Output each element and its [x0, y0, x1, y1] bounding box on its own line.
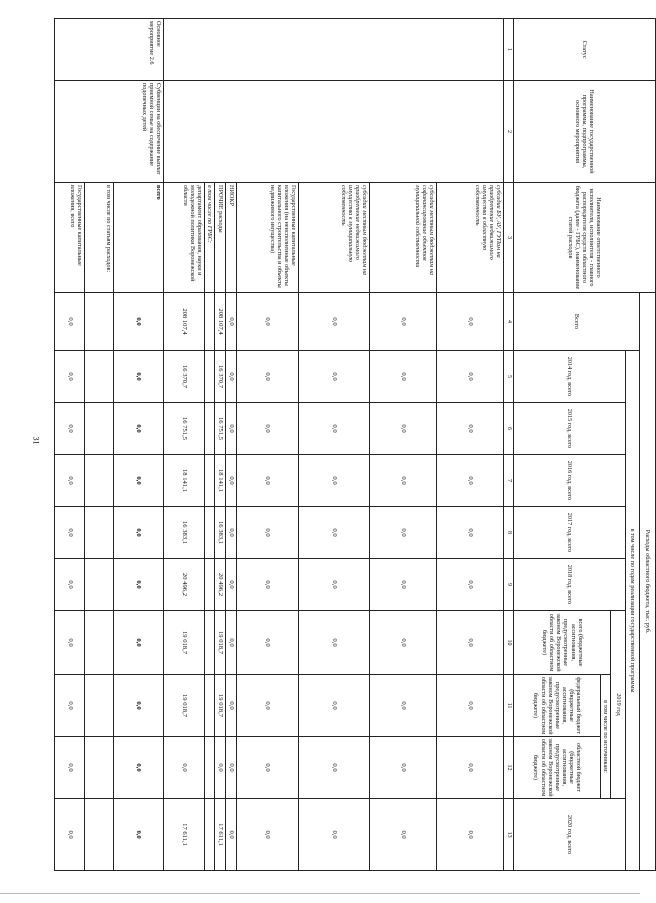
col-number: 8 [504, 507, 514, 559]
row-value: 0,0 [236, 611, 299, 675]
row-value: 0,0 [113, 737, 164, 799]
row-value [85, 455, 113, 507]
row-value: 0,0 [113, 799, 164, 871]
row-item-label: департамент образования, науки и молодежной политики Воронежской области [164, 183, 205, 293]
row-value: 0,0 [236, 737, 299, 799]
row-value: 0,0 [370, 293, 437, 351]
row-program-name-cell [164, 81, 504, 183]
row-value: 0,0 [225, 351, 236, 403]
col-number: 6 [504, 403, 514, 455]
row-value [204, 675, 214, 737]
row-item-label: НИОКР [225, 183, 236, 293]
row-value: 0,0 [236, 507, 299, 559]
row-value: 0,0 [437, 675, 504, 737]
row-value: 0,0 [299, 559, 370, 611]
row-value: 0,0 [299, 455, 370, 507]
row-value: 0,0 [437, 737, 504, 799]
row-value [85, 403, 113, 455]
row-value: 0,0 [299, 403, 370, 455]
header-2020: 2020 год, всего [514, 799, 625, 871]
col-number: 1 [504, 19, 514, 81]
col-number: 2 [504, 81, 514, 183]
row-value: 0,0 [236, 675, 299, 737]
table-row [113, 19, 164, 871]
row-value: 0,0 [370, 799, 437, 871]
row-value: 0,0 [113, 455, 164, 507]
row-value: 0,0 [437, 403, 504, 455]
row-value: 0,0 [113, 403, 164, 455]
row-value: 0,0 [370, 611, 437, 675]
row-value: 0,0 [225, 293, 236, 351]
row-status-cell [164, 19, 504, 81]
row-value: 0,0 [236, 351, 299, 403]
row-value: 0,0 [55, 737, 85, 799]
row-value: 0,0 [299, 507, 370, 559]
row-value: 0,0 [113, 559, 164, 611]
row-value: 19 018,7 [164, 675, 205, 737]
row-value: 0,0 [55, 799, 85, 871]
row-value: 0,0 [370, 403, 437, 455]
row-value: 17 611,1 [164, 799, 205, 871]
row-value: 0,0 [164, 737, 205, 799]
col-number: 11 [504, 675, 514, 737]
row-value [204, 455, 214, 507]
header-by-years: в том числе по годам реализации государственной программы [625, 351, 639, 871]
row-value [204, 611, 214, 675]
row-value [85, 737, 113, 799]
row-value [85, 799, 113, 871]
row-value: 0,0 [370, 455, 437, 507]
row-value: 0,0 [370, 559, 437, 611]
row-value: 0,0 [299, 675, 370, 737]
row-value: 0,0 [299, 293, 370, 351]
row-value: 16 383,1 [164, 507, 205, 559]
rotated-table-container [54, 18, 656, 870]
row-value: 16 751,5 [164, 403, 205, 455]
header-program-name: Наименование государственной программы, подпрограммы, основного мероприятия [514, 81, 656, 183]
row-value: 0,0 [113, 293, 164, 351]
row-value: 0,0 [225, 611, 236, 675]
row-value: 0,0 [299, 611, 370, 675]
col-number: 10 [504, 611, 514, 675]
header-expenses: Расходы областного бюджета, тыс. руб. [639, 293, 655, 871]
row-value: 19 018,7 [215, 611, 226, 675]
row-value: 0,0 [225, 799, 236, 871]
col-number: 12 [504, 737, 514, 799]
row-value: 0,0 [437, 455, 504, 507]
row-value: 17 611,1 [215, 799, 226, 871]
row-value: 0,0 [113, 675, 164, 737]
row-value: 0,0 [236, 799, 299, 871]
row-value: 20 496,2 [215, 559, 226, 611]
page-number: 31 [31, 436, 41, 445]
header-2016: 2016 год, всего [514, 455, 625, 507]
row-value: 0,0 [55, 455, 85, 507]
row-value: 0,0 [113, 507, 164, 559]
row-value: 0,0 [437, 799, 504, 871]
header-2015: 2015 год, всего [514, 403, 625, 455]
col-number: 9 [504, 559, 514, 611]
header-federal: федеральный бюджет (бюджетные ассигнования, предусмотренные законом Воронежской области об областном бюджете) [514, 675, 600, 737]
row-value: 20 496,2 [164, 559, 205, 611]
header-2019-all: всего (бюджетные ассигнования, предусмотренные законом Воронежской области об областном бюджете) [514, 611, 611, 675]
row-value [204, 737, 214, 799]
row-item-label: субсидии местным бюджетам на софинансирование объектов муниципальной собственности [370, 183, 437, 293]
row-value: 0,0 [236, 455, 299, 507]
row-value: 0,0 [55, 507, 85, 559]
row-value: 208 107,4 [164, 293, 205, 351]
row-value: 0,0 [299, 799, 370, 871]
row-value [85, 611, 113, 675]
col-number: 3 [504, 183, 514, 293]
col-number: 7 [504, 455, 514, 507]
row-value: 0,0 [370, 507, 437, 559]
header-executor: Наименование ответственного исполнителя, исполнителя - главного распорядителя средств областного бюджета (далее - ГРБС), наименование статей расходов [514, 183, 656, 293]
row-value: 0,0 [55, 559, 85, 611]
col-number: 4 [504, 293, 514, 351]
table-body [55, 19, 504, 871]
row-value: 0,0 [299, 737, 370, 799]
row-item-label: в том числе по статьям расходов: [85, 183, 113, 293]
row-value: 0,0 [370, 737, 437, 799]
header-2014: 2014 год, всего [514, 351, 625, 403]
row-value: 0,0 [113, 611, 164, 675]
row-value: 0,0 [370, 675, 437, 737]
row-value: 16 751,5 [215, 403, 226, 455]
row-value [85, 675, 113, 737]
row-item-label: Государственные капитальные вложения, всего [55, 183, 85, 293]
header-total: Всего [514, 293, 640, 351]
row-value: 0,0 [437, 507, 504, 559]
row-value: 16 370,7 [215, 351, 226, 403]
row-value: 0,0 [225, 675, 236, 737]
row-value: 0,0 [437, 293, 504, 351]
row-item-label: Государственные капитальные вложения (на неисполненные объекты капитального строительства и объекты недвижимого имущества) [236, 183, 299, 293]
row-item-label: ПРОЧИЕ расходы [215, 183, 226, 293]
row-value: 0,0 [437, 611, 504, 675]
row-item-label: субсидии местным бюджетам на приобретение недвижимого имущества в муниципальную собственность [299, 183, 370, 293]
row-value: 208 107,4 [215, 293, 226, 351]
row-value: 0,0 [55, 293, 85, 351]
header-by-source: в том числе по источникам: [600, 675, 610, 798]
row-value: 0,0 [215, 737, 226, 799]
row-value: 19 018,7 [164, 611, 205, 675]
row-value: 0,0 [236, 403, 299, 455]
row-value: 0,0 [236, 559, 299, 611]
row-value: 16 383,1 [215, 507, 226, 559]
row-value: 18 141,1 [164, 455, 205, 507]
rotated-page [54, 18, 656, 870]
row-value: 19 018,7 [215, 675, 226, 737]
row-value: 0,0 [225, 737, 236, 799]
row-value: 18 141,1 [215, 455, 226, 507]
row-value: 0,0 [55, 675, 85, 737]
row-item-label: всего [113, 183, 164, 293]
row-item-label: субсидии БУ, АУ, ГУПам на приобретение недвижимого имущества в областную собственность [437, 183, 504, 293]
row-value: 0,0 [236, 293, 299, 351]
row-value [85, 559, 113, 611]
row-value: 0,0 [225, 403, 236, 455]
row-status-cell: Основное мероприятие 2.6 [55, 19, 164, 81]
row-value: 0,0 [437, 351, 504, 403]
table-row [437, 19, 504, 871]
header-2017: 2017 год, всего [514, 507, 625, 559]
row-value: 16 370,7 [164, 351, 205, 403]
row-value [204, 799, 214, 871]
row-value: 0,0 [55, 611, 85, 675]
row-value [204, 559, 214, 611]
header-2019: 2019 год [611, 611, 625, 799]
row-value: 0,0 [437, 559, 504, 611]
row-value [85, 293, 113, 351]
row-value: 0,0 [55, 403, 85, 455]
col-number: 13 [504, 799, 514, 871]
row-value [85, 351, 113, 403]
row-value: 0,0 [225, 455, 236, 507]
row-value [85, 507, 113, 559]
header-status: Статус [514, 19, 656, 81]
row-value [204, 351, 214, 403]
header-regional: областной бюджет (бюджетные ассигнования, предусмотренные законом Воронежской области об областном бюджете) [532, 738, 583, 797]
row-value [204, 293, 214, 351]
row-value [204, 403, 214, 455]
page-bottom-rule [0, 893, 640, 894]
row-item-label: в том числе по ГРБС: [204, 183, 214, 293]
row-value: 0,0 [55, 351, 85, 403]
row-value: 0,0 [299, 351, 370, 403]
row-program-name-cell: Субвенции на обеспечение выплат приемной семье на содержание подопечных детей [55, 81, 164, 183]
header-by-source-cell [514, 675, 611, 799]
row-value: 0,0 [225, 507, 236, 559]
expenses-table [54, 18, 656, 871]
row-value [204, 507, 214, 559]
header-2018: 2018 год, всего [514, 559, 625, 611]
row-value: 0,0 [370, 351, 437, 403]
col-number: 5 [504, 351, 514, 403]
row-value: 0,0 [225, 559, 236, 611]
row-value: 0,0 [113, 351, 164, 403]
